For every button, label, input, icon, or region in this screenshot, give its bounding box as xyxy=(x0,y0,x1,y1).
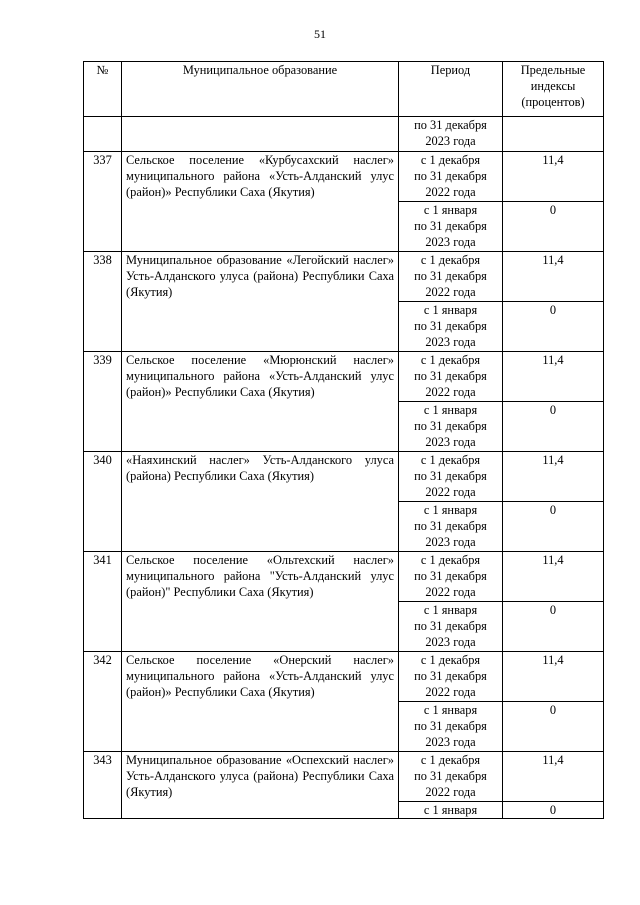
period-line: 2022 года xyxy=(425,385,476,400)
period-cell xyxy=(399,552,503,602)
period-line: с 1 января xyxy=(423,603,478,617)
period-line: 2022 года xyxy=(425,185,476,200)
period-cell xyxy=(399,752,503,802)
period-line: по 31 декабря xyxy=(414,419,487,434)
period-cell xyxy=(399,202,503,252)
tariff-index-table xyxy=(83,61,604,819)
index-value: 0 xyxy=(503,402,604,452)
period-line: по 31 декабря xyxy=(414,569,487,584)
period-line: 2022 года xyxy=(425,685,476,700)
period-line: по 31 декабря xyxy=(414,519,487,534)
table-row xyxy=(84,152,604,202)
period-line: по 31 декабря xyxy=(414,269,487,284)
municipality-name: Сельское поселение «Онерский наслег» муниципального района «Усть-Алданский улус (район)» Республики Саха (Якутия) xyxy=(122,652,399,752)
period-line: с 1 декабря xyxy=(420,453,481,467)
page-number: 51 xyxy=(314,27,326,41)
period-line: 2023 года xyxy=(425,635,476,650)
table-row xyxy=(84,752,604,802)
row-number: 337 xyxy=(84,152,122,252)
period-cell xyxy=(399,502,503,552)
period-line: по 31 декабря xyxy=(414,719,487,734)
period-line: 2022 года xyxy=(425,785,476,800)
period-line: 2023 года xyxy=(425,235,476,250)
index-value: 11,4 xyxy=(503,652,604,702)
period-line: с 1 января xyxy=(423,703,478,717)
period-line: 2022 года xyxy=(425,585,476,600)
municipality-name: Муниципальное образование «Оспехский наслег» Усть-Алданского улуса (района) Республики Саха (Якутия) xyxy=(122,752,399,819)
period-line: с 1 января xyxy=(423,503,478,517)
header-municipality: Муниципальное образование xyxy=(122,62,399,117)
index-value: 0 xyxy=(503,802,604,819)
header-index: Предельные индексы (процентов) xyxy=(503,62,604,117)
period-line: 2022 года xyxy=(425,285,476,300)
period-line: с 1 января xyxy=(423,303,478,317)
table-row xyxy=(84,352,604,402)
period-line: с 1 декабря xyxy=(420,253,481,267)
continuation-row xyxy=(84,117,604,152)
period-line: 2022 года xyxy=(425,485,476,500)
period-line: 2023 года xyxy=(425,134,476,149)
period-line: 2023 года xyxy=(425,335,476,350)
continuation-municipality-cell xyxy=(122,117,399,152)
table-body xyxy=(84,117,604,819)
row-number: 339 xyxy=(84,352,122,452)
index-value: 0 xyxy=(503,502,604,552)
period-line: с 1 декабря xyxy=(420,753,481,767)
period-cell xyxy=(399,402,503,452)
municipality-name: «Наяхинский наслег» Усть-Алданского улуса (района) Республики Саха (Якутия) xyxy=(122,452,399,552)
period-cell xyxy=(399,652,503,702)
period-line: 2023 года xyxy=(425,735,476,750)
period-cell xyxy=(399,702,503,752)
period-cell xyxy=(399,152,503,202)
index-value: 11,4 xyxy=(503,452,604,502)
period-line: 2023 года xyxy=(425,535,476,550)
index-value: 11,4 xyxy=(503,552,604,602)
period-line: по 31 декабря xyxy=(414,619,487,634)
period-line: по 31 декабря xyxy=(414,669,487,684)
header-period: Период xyxy=(399,62,503,117)
table-header-row xyxy=(84,62,604,117)
index-value: 11,4 xyxy=(503,352,604,402)
municipality-name: Сельское поселение «Курбусахский наслег» муниципального района «Усть-Алданский улус (район)» Республики Саха (Якутия) xyxy=(122,152,399,252)
index-value: 11,4 xyxy=(503,252,604,302)
municipality-name: Сельское поселение «Мюрюнский наслег» муниципального района «Усть-Алданский улус (район)» Республики Саха (Якутия) xyxy=(122,352,399,452)
period-line: с 1 января xyxy=(423,803,478,817)
municipality-name: Муниципальное образование «Легойский наслег» Усть-Алданского улуса (района) Республики Саха (Якутия) xyxy=(122,252,399,352)
period-cell xyxy=(399,352,503,402)
row-number: 341 xyxy=(84,552,122,652)
row-number: 338 xyxy=(84,252,122,352)
period-line: по 31 декабря xyxy=(414,319,487,334)
continuation-number-cell xyxy=(84,117,122,152)
index-value: 11,4 xyxy=(503,152,604,202)
period-cell xyxy=(399,452,503,502)
period-cell xyxy=(399,802,503,819)
table-row xyxy=(84,652,604,702)
period-line: по 31 декабря xyxy=(414,369,487,384)
index-value: 0 xyxy=(503,702,604,752)
row-number: 343 xyxy=(84,752,122,819)
table-row xyxy=(84,552,604,602)
period-cell xyxy=(399,252,503,302)
index-value: 11,4 xyxy=(503,752,604,802)
continuation-index-cell xyxy=(503,117,604,152)
period-line: по 31 декабря xyxy=(414,118,487,132)
continuation-period-cell xyxy=(399,117,503,152)
period-line: с 1 декабря xyxy=(420,653,481,667)
table-row xyxy=(84,452,604,502)
municipality-name: Сельское поселение «Ольтехский наслег» муниципального района "Усть-Алданский улус (район)" Республики Саха (Якутия) xyxy=(122,552,399,652)
period-line: с 1 января xyxy=(423,203,478,217)
period-line: по 31 декабря xyxy=(414,219,487,234)
row-number: 342 xyxy=(84,652,122,752)
header-number: № xyxy=(84,62,122,117)
period-line: с 1 января xyxy=(423,403,478,417)
period-cell xyxy=(399,602,503,652)
index-value: 0 xyxy=(503,202,604,252)
period-line: 2023 года xyxy=(425,435,476,450)
period-line: по 31 декабря xyxy=(414,469,487,484)
index-value: 0 xyxy=(503,602,604,652)
index-value: 0 xyxy=(503,302,604,352)
row-number: 340 xyxy=(84,452,122,552)
period-cell xyxy=(399,302,503,352)
period-line: с 1 декабря xyxy=(420,353,481,367)
table-row xyxy=(84,252,604,302)
period-line: с 1 декабря xyxy=(420,153,481,167)
period-line: по 31 декабря xyxy=(414,769,487,784)
period-line: по 31 декабря xyxy=(414,169,487,184)
period-line: с 1 декабря xyxy=(420,553,481,567)
